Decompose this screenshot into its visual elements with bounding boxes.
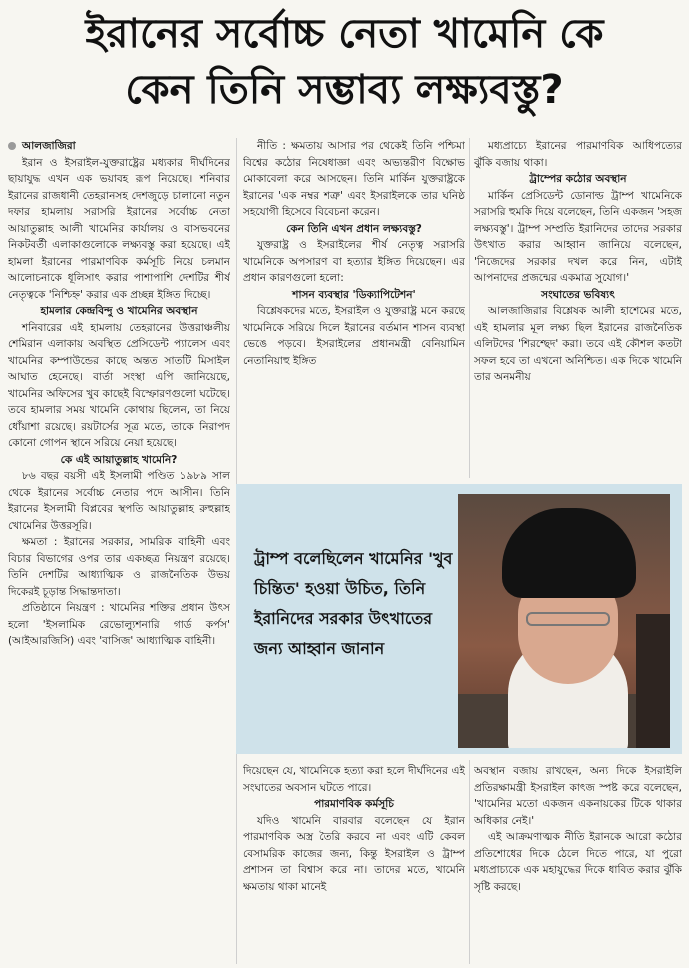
paragraph: নীতি : ক্ষমতায় আসার পর থেকেই তিনি পশ্চিমা বিশ্বের কঠোর নিষেধাজ্ঞা এবং অভ্যন্তরীণ বিক্ষোভ মোকাবেলা করে আসছেন। তিনি মার্কিন যুক্তরাষ্ট্রকে ইরানের 'এক নম্বর শত্রু' এবং ইসরাইলকে তার ঘনিষ্ঠ সহযোগী হিসেবে বিবেচনা করেন। [243,140,465,218]
paragraph: ক্ষমতা : ইরানের সরকার, সামরিক বাহিনী এবং বিচার বিভাগের ওপর তার একচ্ছত্র নিয়ন্ত্রণ রয়েছে। তিনি দেশটির আধ্যাত্মিক ও রাজনৈতিক উভয় দিকেরই চূড়ান্ত সিদ্ধান্তদাতা। [8,536,230,598]
paragraph: মধ্যপ্রাচ্যে ইরানের পারমাণবিক আধিপত্যের ঝুঁকি বজায় থাকা। [474,140,682,169]
photo-background-figure [636,614,670,748]
article-column-1 [8,138,230,964]
paragraph: ইরান ও ইসরাইল-যুক্তরাষ্ট্রের মধ্যকার দীর্ঘদিনের ছায়াযুদ্ধ এখন এক ভয়াবহ রূপ নিয়েছে। শনিবার ইরানের রাজধানী তেহরানসহ দেশজুড়ে চালানো নতুন দফার হামলায় সরাসরি ইরানের সর্বোচ্চ নেতা আয়াতুল্লাহ আলী খামেনির কার্যালয় ও বাসভবনের নিকটবর্তী এলাকাগুলোকে লক্ষ্যবস্তু করা হয়েছে। এই হামলা ইরানের পারমাণবিক কর্মসূচি নিয়ে চলমান আলোচনাকে ধূলিসাৎ করার পাশাপাশি দেশটির শীর্ষ নেতৃত্বকে 'নিশ্চিহ্ন' করার এক প্রচ্ছন্ন ইঙ্গিত দিচ্ছে। [8,156,230,301]
khamenei-photo [458,494,670,748]
article-column-2-bottom [243,763,465,964]
headline [0,0,689,130]
subheading: পারমাণবিক কর্মসূচি [314,798,394,810]
article-column-2-top [243,138,465,473]
article-column-3-bottom [474,763,682,964]
paragraph: এই আক্রমণাত্মক নীতি ইরানকে আরো কঠোর প্রতিশোধের দিকে ঠেলে দিতে পারে, যা পুরো মধ্যপ্রাচ্যকে এক মহাযুদ্ধের দিকে ধাবিত করার ঝুঁকি সৃষ্টি করছে। [474,831,682,893]
column-divider-2 [469,138,470,478]
pull-quote-box [236,484,682,754]
paragraph: দিয়েছেন যে, খামেনিকে হত্যা করা হলে দীর্ঘদিনের এই সংঘাতের অবসান ঘটতে পারে। [243,765,465,794]
paragraph: ৮৬ বছর বয়সী এই ইসলামী পণ্ডিত ১৯৮৯ সাল থেকে ইরানের সর্বোচ্চ নেতার পদে আসীন। তিনি ইরানের ইসলামী বিপ্লবের স্থপতি আয়াতুল্লাহ রুহুল্লাহ খোমেনির উত্তরসূরি। [8,470,230,532]
subheading: হামলার কেন্দ্রবিন্দু ও খামেনির অবস্থান [40,305,198,317]
pull-quote-text: ট্রাম্প বলেছিলেন খামেনির 'খুব চিন্তিত' হওয়া উচিত, তিনি ইরানিদের সরকার উৎখাতের জন্য আহ্বান জানান [254,549,453,658]
photo-glasses [526,612,610,626]
paragraph: মার্কিন প্রেসিডেন্ট ডোনাল্ড ট্রাম্প খামেনিকে সরাসরি হুমকি দিয়ে বলেছেন, তিনি একজন 'সহজ লক্ষ্যবস্তু'। ট্রাম্প সম্প্রতি ইরানিদের তাদের সরকার উৎখাত করার আহ্বান জানিয়ে বলেছেন, 'নিজেদের সরকার দখল করে নিন, এটাই আপনাদের প্রজন্মের একমাত্র সুযোগ।' [474,189,682,284]
subheading: কেন তিনি এখন প্রধান লক্ষ্যবস্তু? [286,222,422,235]
paragraph: শনিবারের এই হামলায় তেহরানের উত্তরাঞ্চলীয় শেমিরান এলাকায় অবস্থিত প্রেসিডেন্ট প্যালেস এবং খামেনির কম্পাউন্ডের কাছে অন্তত সাতটি মিসাইল আঘাত হেনেছে। বার্তা সংস্থা এপি জানিয়েছে, খামেনির অফিসের খুব কাছেই বিস্ফোরণগুলো ঘটেছে। তবে হামলার সময় খামেনি কোথায় ছিলেন, তা নিয়ে ধোঁয়াশা রয়েছে। রয়টার্সের সূত্র মতে, তাকে নিরাপদ কোনো গোপন স্থানে সরিয়ে নেয়া হয়েছে। [8,321,230,449]
paragraph: প্রতিষ্ঠানে নিয়ন্ত্রণ : খামেনির শক্তির প্রধান উৎস হলো 'ইসলামিক রেভোল্যুশনারি গার্ড কর্পস' (আইআরজিসি) এবং 'বাসিজ' আধ্যাত্মিক বাহিনী। [8,602,230,647]
paragraph: আলজাজিরার বিশ্লেষক আলী হাশেমের মতে, এই হামলার মূল লক্ষ্য ছিল ইরানের রাজনৈতিক এলিটদের 'শিরশ্ছেদ' করা। তবে এই কৌশল কতটা সফল হবে তা এখনো অনিশ্চিত। এক দিকে খামেনি তার অনমনীয় [474,305,682,383]
subheading: ট্রাম্পের কঠোর অবস্থান [529,173,627,185]
column-divider-3 [469,760,470,964]
source-label: আলজাজিরা [22,140,76,152]
photo-turban [502,508,636,598]
bullet-dot-icon [8,142,16,150]
paragraph: বিশ্লেষকদের মতে, ইসরাইল ও যুক্তরাষ্ট্র মনে করছে খামেনিকে সরিয়ে দিলে ইরানের বর্তমান শাসন ব্যবস্থা ভেঙে পড়বে। ইসরাইলের প্রধানমন্ত্রী বেনিয়ামিন নেতানিয়াহু ইঙ্গিত [243,305,465,367]
subheading: শাসন ব্যবস্থার 'ডিক্যাপিটেশন' [292,288,416,301]
subheading: কে এই আয়াতুল্লাহ খামেনি? [60,453,178,466]
headline-line-1: ইরানের সর্বোচ্চ নেতা খামেনি কে [85,11,604,57]
paragraph: যুক্তরাষ্ট্র ও ইসরাইলের শীর্ষ নেতৃত্ব সরাসরি খামেনিকে অপসারণ বা হত্যার ইঙ্গিত দিয়েছেন। এর প্রধান কারণগুলো হলো: [243,239,465,284]
paragraph: যদিও খামেনি বারবার বলেছেন যে ইরান পারমাণবিক অস্ত্র তৈরি করবে না এবং এটি কেবল বেসামরিক কাজের জন্য, কিন্তু ইসরাইল ও ট্রাম্প প্রশাসন তা বিশ্বাস করে না। তাদের মতে, খামেনি ক্ষমতায় থাকা মানেই [243,814,465,893]
paragraph: অবস্থান বজায় রাখছেন, অন্য দিকে ইসরাইলি প্রতিরক্ষামন্ত্রী ইসরাইল কাৎজ স্পষ্ট করে বলেছেন, 'খামেনির মতো একজন একনায়কের টিকে থাকার অধিকার নেই।' [474,765,682,827]
subheading: সংঘাতের ভবিষ্যৎ [541,288,615,301]
source-line [8,138,230,155]
headline-line-2: কেন তিনি সম্ভাব্য লক্ষ্যবস্তু? [125,67,564,113]
article-column-3-top [474,138,682,473]
